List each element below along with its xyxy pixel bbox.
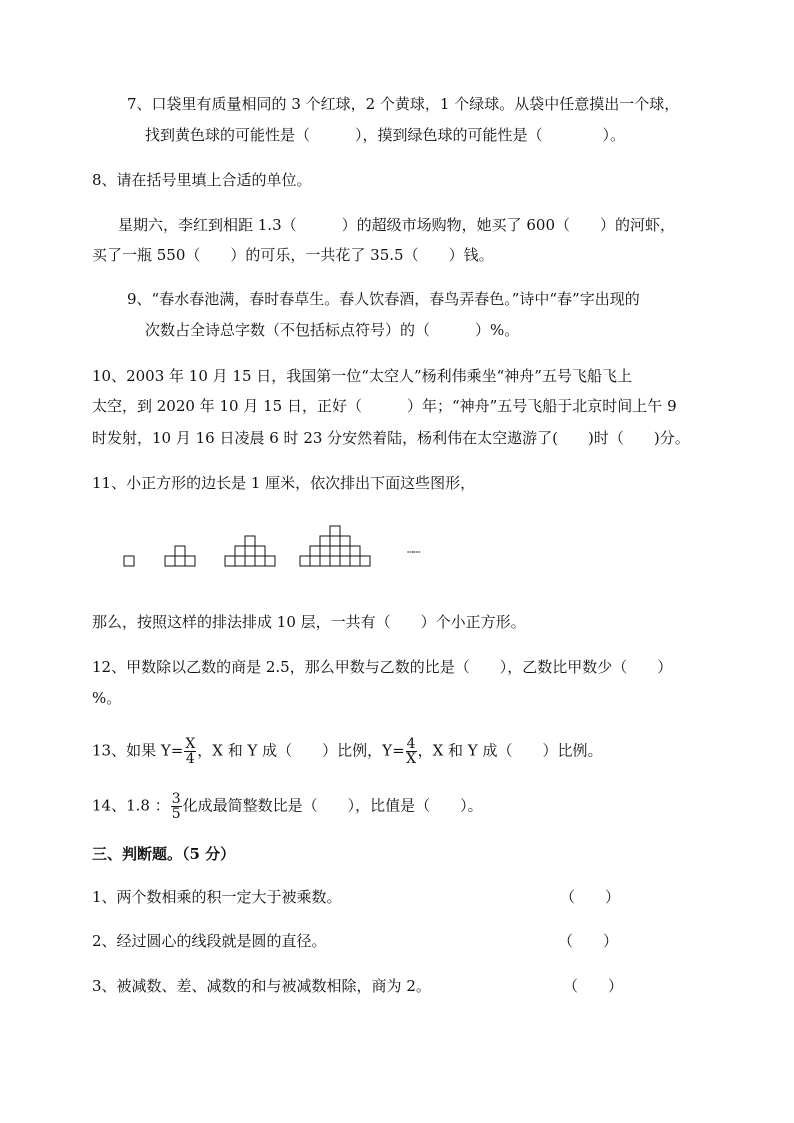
judgment-item-text: 1、两个数相乘的积一定大于被乘数。 bbox=[92, 888, 342, 906]
small-square bbox=[310, 546, 320, 556]
small-square bbox=[225, 556, 235, 566]
small-square bbox=[175, 546, 185, 556]
answer-parentheses[interactable]: （ ） bbox=[558, 932, 619, 950]
q10-line1: 10、2003 年 10 月 15 日，我国第一位“太空人”杨利伟乘坐“神舟”五号飞船飞上 bbox=[92, 367, 632, 385]
fraction-numerator: X bbox=[185, 736, 196, 752]
figure-2-layers bbox=[165, 546, 195, 566]
q8-line1: 星期六，李红到相距 1.3（ ）的超级市场购物，她买了 600（ ）的河虾， bbox=[118, 216, 676, 234]
q13-mid: ，X 和 Y 成（ ）比例，Y= bbox=[197, 741, 405, 760]
small-square bbox=[320, 556, 330, 566]
small-square bbox=[300, 556, 310, 566]
small-square bbox=[245, 536, 255, 546]
square-pattern-figures bbox=[120, 520, 440, 570]
q9-line1: 9、“春水春池满，春时春草生。春人饮春酒，春鸟弄春色。”诗中“春”字出现的 bbox=[127, 290, 640, 308]
small-square bbox=[360, 556, 370, 566]
small-square bbox=[255, 556, 265, 566]
small-square bbox=[350, 556, 360, 566]
small-square bbox=[330, 536, 340, 546]
q10-line2: 太空，到 2020 年 10 月 15 日，正好（ ）年；“神舟”五号飞船于北京时间上午 9 bbox=[92, 397, 677, 415]
small-square bbox=[330, 546, 340, 556]
small-square bbox=[255, 546, 265, 556]
q10-line3: 时发射，10 月 16 日凌晨 6 时 23 分安然着陆，杨利伟在太空遨游了( )时（ )分。 bbox=[92, 429, 690, 447]
fraction-denominator: 5 bbox=[171, 806, 181, 822]
small-square bbox=[265, 556, 275, 566]
q7-line2: 找到黄色球的可能性是（ ），摸到绿色球的可能性是（ ）。 bbox=[145, 126, 626, 144]
fraction-numerator: 3 bbox=[171, 791, 181, 807]
answer-parentheses[interactable]: （ ） bbox=[560, 888, 621, 906]
q12-line1: 12、甲数除以乙数的商是 2.5，那么甲数与乙数的比是（ ），乙数比甲数少（ ） bbox=[92, 658, 673, 676]
figure-1-layer bbox=[124, 556, 134, 566]
question-13 bbox=[92, 737, 602, 766]
small-square bbox=[235, 556, 245, 566]
section-3-title: 三、判断题。（5 分） bbox=[92, 845, 236, 863]
small-square bbox=[340, 546, 350, 556]
small-square bbox=[340, 556, 350, 566]
small-square bbox=[330, 526, 340, 536]
small-square bbox=[165, 556, 175, 566]
judgment-item-text: 3、被减数、差、减数的和与被减数相除，商为 2。 bbox=[92, 977, 431, 995]
small-square bbox=[320, 536, 330, 546]
figure-4-layers bbox=[300, 526, 370, 566]
q9-line2: 次数占全诗总字数（不包括标点符号）的（ ）%。 bbox=[145, 321, 520, 339]
question-14 bbox=[92, 792, 483, 821]
fraction-x-over-4 bbox=[184, 737, 196, 766]
small-square bbox=[185, 556, 195, 566]
q14-prefix: 14、1.8 ： bbox=[92, 796, 170, 815]
q11-line1: 11、小正方形的边长是 1 厘米，依次排出下面这些图形， bbox=[92, 474, 476, 492]
q12-line2: %。 bbox=[92, 689, 122, 707]
small-square bbox=[350, 546, 360, 556]
answer-parentheses[interactable]: （ ） bbox=[563, 977, 624, 995]
judgment-item-text: 2、经过圆心的线段就是圆的直径。 bbox=[92, 932, 327, 950]
q13-suffix: ，X 和 Y 成（ ）比例。 bbox=[417, 741, 603, 760]
fraction-denominator: X bbox=[406, 751, 417, 767]
q13-prefix: 13、如果 Y= bbox=[92, 741, 184, 760]
q8-line2: 买了一瓶 550（ ）的可乐，一共花了 35.5（ ）钱。 bbox=[92, 246, 494, 264]
small-square bbox=[330, 556, 340, 566]
small-square bbox=[320, 546, 330, 556]
q8-title: 8、请在括号里填上合适的单位。 bbox=[92, 171, 312, 189]
q7-line1: 7、口袋里有质量相同的 3 个红球，2 个黄球，1 个绿球。从袋中任意摸出一个球， bbox=[127, 95, 680, 113]
continuation-dots: ┄┄ bbox=[407, 545, 420, 559]
small-square bbox=[245, 546, 255, 556]
small-square bbox=[124, 556, 134, 566]
small-square bbox=[340, 536, 350, 546]
figure-3-layers bbox=[225, 536, 275, 566]
small-square bbox=[310, 556, 320, 566]
small-square bbox=[245, 556, 255, 566]
fraction-3-over-5 bbox=[171, 792, 182, 821]
q14-suffix: 化成最简整数比是（ ），比值是（ ）。 bbox=[182, 796, 483, 815]
small-square bbox=[175, 556, 185, 566]
fraction-numerator: 4 bbox=[406, 736, 416, 752]
small-square bbox=[235, 546, 245, 556]
fraction-denominator: 4 bbox=[185, 751, 195, 767]
q11-line2: 那么，按照这样的排法排成 10 层，一共有（ ）个小正方形。 bbox=[92, 613, 526, 631]
fraction-4-over-x bbox=[406, 737, 417, 766]
